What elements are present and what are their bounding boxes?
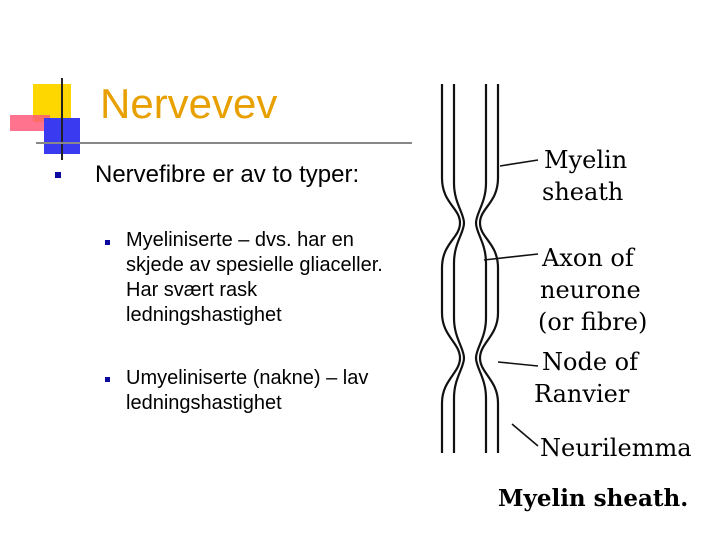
bullet-marker xyxy=(55,172,61,178)
label-axon-2: neurone xyxy=(540,276,641,304)
sub-bullet-marker xyxy=(105,240,110,245)
title-underline xyxy=(36,142,412,144)
slide-title: Nervevev xyxy=(100,80,278,127)
label-node-1: Node of xyxy=(542,348,638,376)
myelin-sheath-diagram xyxy=(420,78,710,528)
decor-vertical-line xyxy=(61,78,63,160)
bullet-item-main: Nervefibre er av to typer: xyxy=(95,161,360,188)
label-node-2: Ranvier xyxy=(534,380,630,408)
sub-bullet-marker xyxy=(105,377,110,382)
label-myelin-1: Myelin xyxy=(544,146,628,174)
label-neurilemma: Neurilemma xyxy=(540,434,692,462)
sub-bullet-myelinated: Myeliniserte – dvs. har en skjede av spesielle gliaceller. Har svært rask ledningshastighet xyxy=(126,229,383,326)
label-leader-lines xyxy=(484,160,538,446)
label-axon-3: (or fibre) xyxy=(538,308,648,336)
figure-caption: Myelin sheath. xyxy=(498,485,689,512)
label-axon-1: Axon of xyxy=(542,244,634,272)
nerve-fibre-drawing xyxy=(442,84,498,453)
sub-bullet-unmyelinated: Umyeliniserte (nakne) – lav ledningshastighet xyxy=(126,367,369,414)
label-myelin-2: sheath xyxy=(542,178,624,206)
